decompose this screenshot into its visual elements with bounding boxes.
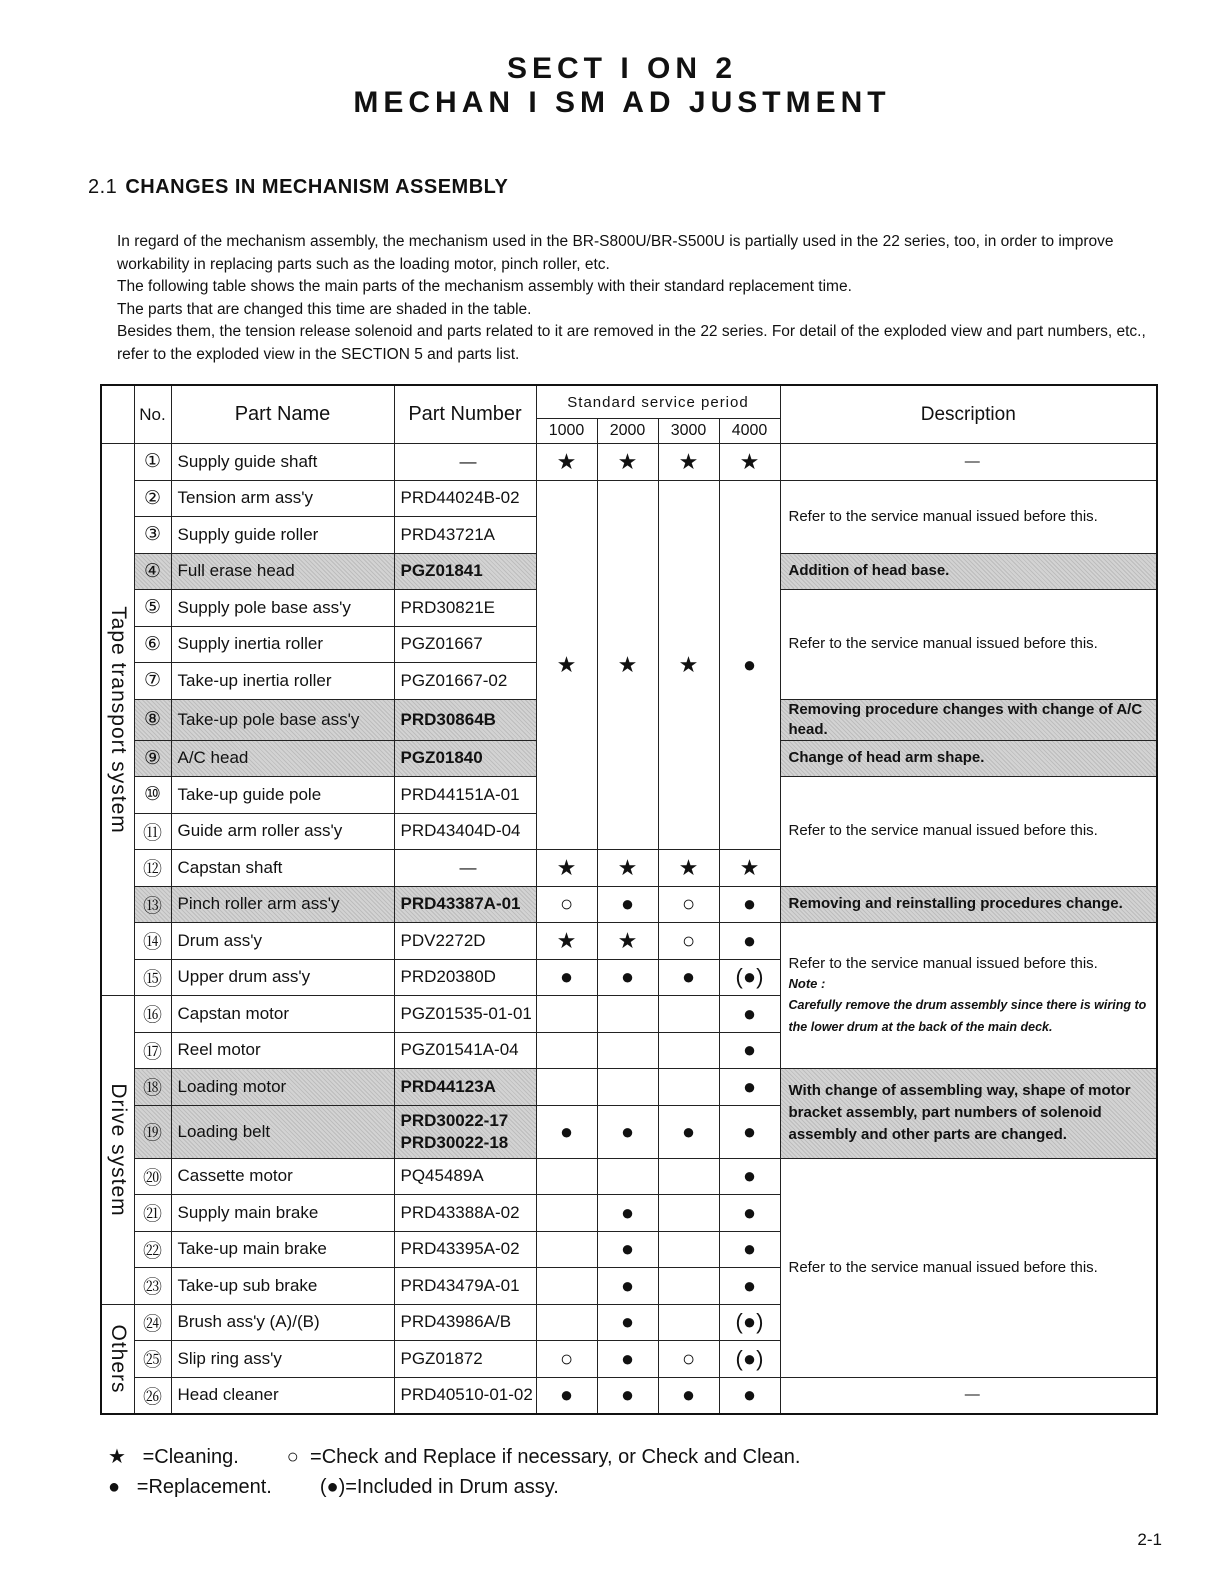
group-others: Others: [101, 1304, 134, 1414]
legend-replacement: [108, 1472, 272, 1502]
mark-4000: ●: [719, 1268, 780, 1305]
mark-1000: [536, 1231, 597, 1268]
header-part-number: Part Number: [394, 385, 536, 444]
row-number: ⑧: [134, 699, 171, 740]
row-number: ⑮: [134, 959, 171, 996]
mark-1000: ★: [536, 850, 597, 887]
row-number: ②: [134, 480, 171, 517]
part-number: PRD44151A-01: [394, 777, 536, 814]
legend-check: [287, 1442, 801, 1472]
mark-3000: ●: [658, 1105, 719, 1158]
part-name: Loading belt: [171, 1105, 394, 1158]
table-row: [101, 923, 1157, 960]
mark-1000: ○: [536, 1341, 597, 1378]
part-number: PRD30864B: [394, 699, 536, 740]
mark-3000: [658, 1304, 719, 1341]
mark-3000: [658, 1231, 719, 1268]
mark-3000: ★: [658, 444, 719, 481]
intro-text: [117, 231, 1162, 366]
row-number: ⑦: [134, 663, 171, 700]
row-number: ㉕: [134, 1341, 171, 1378]
legend-paren-symbol: (●): [319, 1476, 346, 1498]
description: Removing procedure changes with change of A/C head.: [780, 699, 1157, 740]
description: Refer to the service manual issued before this.: [780, 777, 1157, 887]
mark-3000: [658, 1158, 719, 1195]
part-name: Take-up sub brake: [171, 1268, 394, 1305]
mark-1000: ★: [536, 923, 597, 960]
row-number: ⑭: [134, 923, 171, 960]
page-number: 2-1: [1137, 1530, 1162, 1549]
part-name: Brush ass'y (A)/(B): [171, 1304, 394, 1341]
mark-4000: ●: [719, 1032, 780, 1069]
legend-star-text: =Cleaning.: [142, 1446, 239, 1468]
mark-3000: [658, 1195, 719, 1232]
legend-circle-symbol: ○: [286, 1446, 299, 1468]
description: Addition of head base.: [780, 553, 1157, 590]
part-number: —: [394, 444, 536, 481]
mark-3000: ○: [658, 1341, 719, 1378]
mark-3000: ○: [658, 886, 719, 923]
mark-2000: ●: [597, 1268, 658, 1305]
part-name: Head cleaner: [171, 1377, 394, 1414]
row-number: ㉒: [134, 1231, 171, 1268]
part-number: PRD20380D: [394, 959, 536, 996]
part-number: PQ45489A: [394, 1158, 536, 1195]
mark-1000: [536, 996, 597, 1033]
description: —: [780, 444, 1157, 481]
mark-4000: ●: [719, 1377, 780, 1414]
mark-2000: ●: [597, 959, 658, 996]
part-name: Tension arm ass'y: [171, 480, 394, 517]
mark-3000: ●: [658, 1377, 719, 1414]
mark-2000: ●: [597, 1341, 658, 1378]
legend-dot-text: =Replacement.: [136, 1476, 272, 1498]
part-name: Capstan shaft: [171, 850, 394, 887]
row-number: ⑰: [134, 1032, 171, 1069]
mark-1000: [536, 1195, 597, 1232]
mark-2000: ●: [597, 1105, 658, 1158]
part-name: Supply main brake: [171, 1195, 394, 1232]
description: Refer to the service manual issued before this.: [780, 590, 1157, 700]
part-name: Upper drum ass'y: [171, 959, 394, 996]
row-number: ①: [134, 444, 171, 481]
part-number: —: [394, 850, 536, 887]
legend-circle-text: =Check and Replace if necessary, or Check and Clean.: [310, 1446, 801, 1468]
mark-4000: ●: [719, 1105, 780, 1158]
mark-4000: ★: [719, 850, 780, 887]
row-number: ⑯: [134, 996, 171, 1033]
part-name: Pinch roller arm ass'y: [171, 886, 394, 923]
part-number: PDV2272D: [394, 923, 536, 960]
mark-1000: ○: [536, 886, 597, 923]
row-number: ⑤: [134, 590, 171, 627]
mark-2000: ●: [597, 886, 658, 923]
mark-2000: [597, 1158, 658, 1195]
mark-2000: ●: [597, 1377, 658, 1414]
row-number: ㉔: [134, 1304, 171, 1341]
legend-cleaning: [108, 1442, 239, 1472]
intro-paragraph: In regard of the mechanism assembly, the mechanism used in the BR-S800U/BR-S500U is partially used in the 22 series, too, in order to improve workability in replacing parts such as the loading motor, pinch roller, etc.: [117, 233, 1114, 273]
mark-4000: ●: [719, 886, 780, 923]
mark-1000: [536, 1304, 597, 1341]
mark-2000: ●: [597, 1195, 658, 1232]
row-number: ⑨: [134, 740, 171, 777]
table-row: [101, 480, 1157, 517]
part-name: Take-up guide pole: [171, 777, 394, 814]
part-name: Reel motor: [171, 1032, 394, 1069]
mark-3000: [658, 996, 719, 1033]
mark-3000: ★: [658, 850, 719, 887]
row-number: ㉑: [134, 1195, 171, 1232]
mark-4000: ●: [719, 1158, 780, 1195]
table-row: [101, 1377, 1157, 1414]
part-number: PGZ01535-01-01: [394, 996, 536, 1033]
table-row: [101, 886, 1157, 923]
part-number: PRD43986A/B: [394, 1304, 536, 1341]
row-number: ⑳: [134, 1158, 171, 1195]
mark-1000: ★: [536, 480, 597, 850]
mark-3000: [658, 1268, 719, 1305]
mark-2000: [597, 996, 658, 1033]
part-number: PGZ01541A-04: [394, 1032, 536, 1069]
row-number: ㉓: [134, 1268, 171, 1305]
part-number: PRD40510-01-02: [394, 1377, 536, 1414]
part-number: PRD43388A-02: [394, 1195, 536, 1232]
row-number: ⑱: [134, 1069, 171, 1106]
part-number: PGZ01872: [394, 1341, 536, 1378]
part-number: PGZ01667-02: [394, 663, 536, 700]
part-name: Take-up main brake: [171, 1231, 394, 1268]
part-name: Drum ass'y: [171, 923, 394, 960]
part-number: PGZ01841: [394, 553, 536, 590]
mark-4000: ●: [719, 1069, 780, 1106]
mark-1000: ●: [536, 959, 597, 996]
group-tape-transport: Tape transport system: [101, 444, 134, 996]
part-name: Cassette motor: [171, 1158, 394, 1195]
table-row: [101, 1158, 1157, 1195]
part-name: Supply pole base ass'y: [171, 590, 394, 627]
mark-2000: ●: [597, 1304, 658, 1341]
note-title: Note :: [788, 975, 826, 991]
intro-paragraph: The following table shows the main parts of the mechanism assembly with their standard replacement time.: [117, 278, 852, 295]
mark-1000: [536, 1268, 597, 1305]
part-name: Full erase head: [171, 553, 394, 590]
part-number: PRD44123A: [394, 1069, 536, 1106]
intro-paragraph: Besides them, the tension release solenoid and parts related to it are removed in the 22 series. For detail of the exploded view and part numbers, etc., refer to the exploded view in the SECTION 5 and parts list.: [117, 323, 1146, 363]
mark-3000: [658, 1069, 719, 1106]
mark-1000: ●: [536, 1377, 597, 1414]
part-number: PRD43387A-01: [394, 886, 536, 923]
section-subtitle: MECHAN I SM AD JUSTMENT: [353, 86, 891, 119]
description: [780, 923, 1157, 1069]
part-number: PRD44024B-02: [394, 480, 536, 517]
part-name: Take-up inertia roller: [171, 663, 394, 700]
mark-4000: ●: [719, 1195, 780, 1232]
mark-4000: ●: [719, 996, 780, 1033]
group-drive-system: Drive system: [101, 996, 134, 1305]
mark-4000: ●: [719, 1231, 780, 1268]
mark-2000: ★: [597, 923, 658, 960]
description: Change of head arm shape.: [780, 740, 1157, 777]
header-period-1000: 1000: [536, 419, 597, 444]
part-number: PRD43479A-01: [394, 1268, 536, 1305]
part-name: Supply guide roller: [171, 517, 394, 554]
header-standard-service-period: Standard service period: [536, 385, 780, 419]
mark-1000: [536, 1032, 597, 1069]
description: Refer to the service manual issued before this.: [780, 1158, 1157, 1377]
legend: [108, 1442, 800, 1502]
row-number: ㉖: [134, 1377, 171, 1414]
corner-cell: [101, 385, 134, 444]
mark-2000: ★: [597, 850, 658, 887]
mark-2000: ★: [597, 480, 658, 850]
mark-4000: (●): [719, 1304, 780, 1341]
row-number: ⑲: [134, 1105, 171, 1158]
parts-table: [100, 384, 1158, 1415]
part-number: PRD43404D-04: [394, 813, 536, 850]
part-name: Supply guide shaft: [171, 444, 394, 481]
mark-1000: [536, 1069, 597, 1106]
part-name: Guide arm roller ass'y: [171, 813, 394, 850]
mark-4000: ★: [719, 444, 780, 481]
table-row: [101, 1069, 1157, 1106]
mark-4000: (●): [719, 1341, 780, 1378]
row-number: ③: [134, 517, 171, 554]
part-name: Supply inertia roller: [171, 626, 394, 663]
description: —: [780, 1377, 1157, 1414]
note-body: Carefully remove the drum assembly since there is wiring to the lower drum at the back of the main deck.: [788, 997, 1147, 1034]
subsection-number: 2.1: [88, 176, 118, 198]
part-number-line: PRD30022-18: [400, 1132, 509, 1152]
intro-paragraph: The parts that are changed this time are shaded in the table.: [117, 300, 532, 318]
header-period-2000: 2000: [597, 419, 658, 444]
header-period-4000: 4000: [719, 419, 780, 444]
row-number: ④: [134, 553, 171, 590]
header-description: Description: [780, 385, 1157, 444]
mark-4000: ●: [719, 480, 780, 850]
part-number: PRD43395A-02: [394, 1231, 536, 1268]
mark-1000: ★: [536, 444, 597, 481]
mark-3000: ○: [658, 923, 719, 960]
mark-1000: ●: [536, 1105, 597, 1158]
part-name: Slip ring ass'y: [171, 1341, 394, 1378]
description: Removing and reinstalling procedures change.: [780, 886, 1157, 923]
table-row: [101, 444, 1157, 481]
header-part-name: Part Name: [171, 385, 394, 444]
mark-3000: ★: [658, 480, 719, 850]
part-number: PRD30821E: [394, 590, 536, 627]
description: With change of assembling way, shape of motor bracket assembly, part numbers of solenoid assembly and other parts are changed.: [780, 1069, 1157, 1159]
part-number-line: PRD30022-17: [400, 1110, 509, 1130]
row-number: ⑥: [134, 626, 171, 663]
mark-4000: ●: [719, 923, 780, 960]
legend-paren-text: =Included in Drum assy.: [345, 1476, 559, 1498]
subsection-heading: [88, 176, 508, 199]
description-refer: Refer to the service manual issued before this.: [788, 954, 1098, 972]
part-name: Loading motor: [171, 1069, 394, 1106]
row-number: ⑪: [134, 813, 171, 850]
mark-3000: [658, 1032, 719, 1069]
row-number: ⑩: [134, 777, 171, 814]
part-name: Capstan motor: [171, 996, 394, 1033]
part-number: PGZ01840: [394, 740, 536, 777]
legend-included: [320, 1472, 559, 1502]
row-number: ⑬: [134, 886, 171, 923]
subsection-title: CHANGES IN MECHANISM ASSEMBLY: [125, 176, 509, 198]
description: Refer to the service manual issued before this.: [780, 480, 1157, 553]
mark-1000: [536, 1158, 597, 1195]
header-no: No.: [134, 385, 171, 444]
part-number: PRD43721A: [394, 517, 536, 554]
legend-dot-symbol: ●: [108, 1476, 121, 1498]
mark-3000: ●: [658, 959, 719, 996]
header-period-3000: 3000: [658, 419, 719, 444]
mark-2000: [597, 1032, 658, 1069]
mark-4000: (●): [719, 959, 780, 996]
part-name: Take-up pole base ass'y: [171, 699, 394, 740]
row-number: ⑫: [134, 850, 171, 887]
part-number: PGZ01667: [394, 626, 536, 663]
mark-2000: ★: [597, 444, 658, 481]
legend-star-symbol: ★: [108, 1446, 126, 1468]
mark-2000: ●: [597, 1231, 658, 1268]
part-name: A/C head: [171, 740, 394, 777]
section-title: SECT I ON 2: [506, 52, 738, 85]
part-number: [394, 1105, 536, 1158]
mark-2000: [597, 1069, 658, 1106]
